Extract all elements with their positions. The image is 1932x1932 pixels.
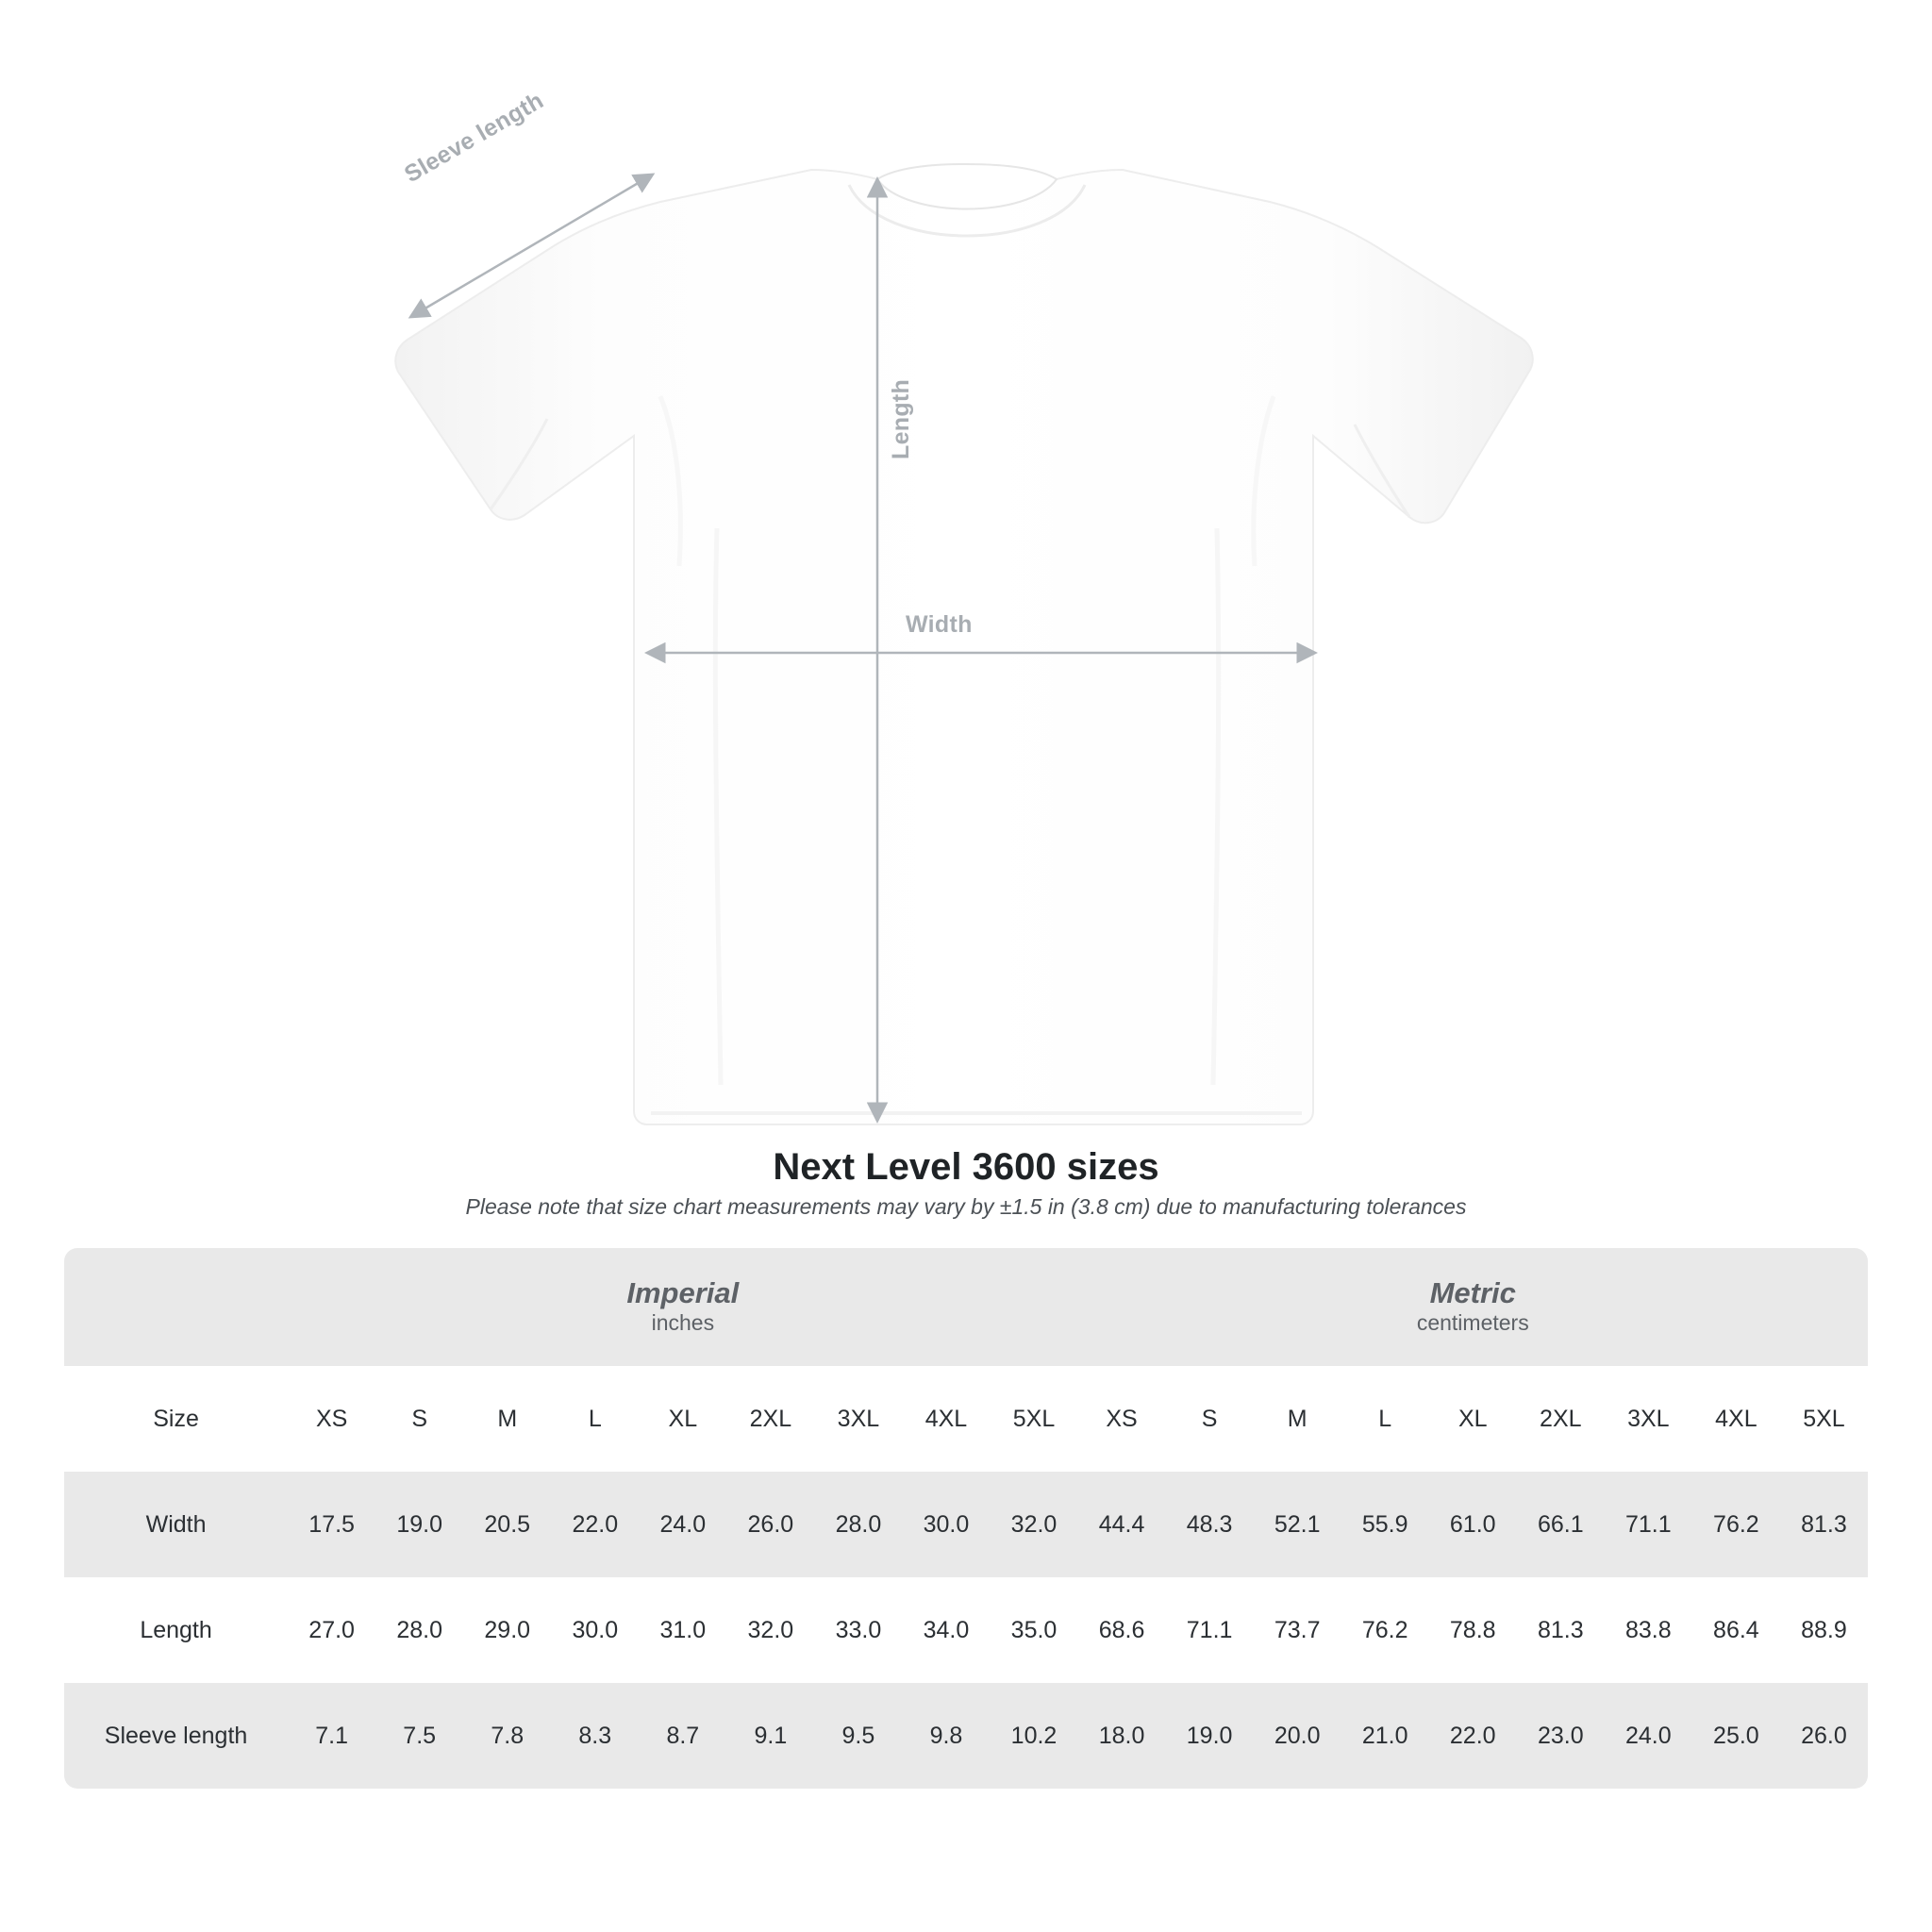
size-header-label: Size: [64, 1366, 288, 1472]
table-row: [64, 1472, 1868, 1577]
tshirt-shape: [395, 164, 1533, 1124]
sleeve-length-label: Sleeve length: [400, 87, 548, 189]
cell-sleeve-metric-l: 21.0: [1341, 1683, 1429, 1789]
table-row: [64, 1577, 1868, 1683]
cell-width-metric-5xl: 81.3: [1780, 1472, 1868, 1577]
size-header-metric-4xl: 4XL: [1692, 1366, 1780, 1472]
cell-length-imperial-m: 29.0: [463, 1577, 551, 1683]
cell-length-metric-s: 71.1: [1166, 1577, 1254, 1683]
cell-width-imperial-5xl: 32.0: [990, 1472, 1077, 1577]
cell-sleeve-metric-4xl: 25.0: [1692, 1683, 1780, 1789]
row-label-sleeve-length: Sleeve length: [64, 1683, 288, 1789]
cell-length-metric-l: 76.2: [1341, 1577, 1429, 1683]
size-table: [64, 1248, 1868, 1789]
cell-width-imperial-2xl: 26.0: [726, 1472, 814, 1577]
table-row: [64, 1683, 1868, 1789]
cell-length-imperial-2xl: 32.0: [726, 1577, 814, 1683]
size-header-metric-2xl: 2XL: [1517, 1366, 1605, 1472]
cell-width-imperial-3xl: 28.0: [814, 1472, 902, 1577]
cell-width-metric-3xl: 71.1: [1605, 1472, 1692, 1577]
size-header-imperial-2xl: 2XL: [726, 1366, 814, 1472]
cell-length-imperial-l: 30.0: [551, 1577, 639, 1683]
cell-sleeve-imperial-xs: 7.1: [288, 1683, 375, 1789]
cell-sleeve-metric-5xl: 26.0: [1780, 1683, 1868, 1789]
cell-width-metric-m: 52.1: [1254, 1472, 1341, 1577]
cell-sleeve-imperial-xl: 8.7: [639, 1683, 726, 1789]
cell-width-metric-l: 55.9: [1341, 1472, 1429, 1577]
size-header-imperial-4xl: 4XL: [902, 1366, 990, 1472]
size-header-metric-xs: XS: [1078, 1366, 1166, 1472]
cell-sleeve-imperial-4xl: 9.8: [902, 1683, 990, 1789]
cell-sleeve-metric-s: 19.0: [1166, 1683, 1254, 1789]
page-title: Next Level 3600 sizes: [773, 1146, 1159, 1188]
size-header-row: [64, 1366, 1868, 1472]
cell-length-metric-xs: 68.6: [1078, 1577, 1166, 1683]
unit-header-row: [64, 1248, 1868, 1366]
size-header-imperial-l: L: [551, 1366, 639, 1472]
cell-length-metric-3xl: 83.8: [1605, 1577, 1692, 1683]
cell-sleeve-imperial-l: 8.3: [551, 1683, 639, 1789]
cell-sleeve-metric-xl: 22.0: [1429, 1683, 1517, 1789]
cell-sleeve-imperial-3xl: 9.5: [814, 1683, 902, 1789]
size-header-metric-l: L: [1341, 1366, 1429, 1472]
cell-sleeve-metric-xs: 18.0: [1078, 1683, 1166, 1789]
cell-length-imperial-5xl: 35.0: [990, 1577, 1077, 1683]
cell-width-metric-4xl: 76.2: [1692, 1472, 1780, 1577]
size-header-imperial-3xl: 3XL: [814, 1366, 902, 1472]
cell-width-metric-2xl: 66.1: [1517, 1472, 1605, 1577]
unit-header-metric: [1078, 1248, 1868, 1366]
row-label-width: Width: [64, 1472, 288, 1577]
size-header-metric-m: M: [1254, 1366, 1341, 1472]
length-label: Length: [888, 378, 914, 459]
cell-width-imperial-4xl: 30.0: [902, 1472, 990, 1577]
size-header-metric-xl: XL: [1429, 1366, 1517, 1472]
cell-length-imperial-s: 28.0: [375, 1577, 463, 1683]
unit-header-empty: [64, 1248, 288, 1366]
cell-sleeve-imperial-5xl: 10.2: [990, 1683, 1077, 1789]
size-header-imperial-xl: XL: [639, 1366, 726, 1472]
imperial-sub: inches: [651, 1310, 715, 1336]
cell-width-imperial-m: 20.5: [463, 1472, 551, 1577]
cell-length-imperial-4xl: 34.0: [902, 1577, 990, 1683]
cell-width-metric-xl: 61.0: [1429, 1472, 1517, 1577]
cell-width-imperial-xl: 24.0: [639, 1472, 726, 1577]
row-label-length: Length: [64, 1577, 288, 1683]
size-header-metric-s: S: [1166, 1366, 1254, 1472]
cell-sleeve-metric-2xl: 23.0: [1517, 1683, 1605, 1789]
cell-sleeve-imperial-s: 7.5: [375, 1683, 463, 1789]
cell-length-metric-2xl: 81.3: [1517, 1577, 1605, 1683]
cell-sleeve-imperial-2xl: 9.1: [726, 1683, 814, 1789]
tolerance-note: Please note that size chart measurements may vary by ±1.5 in (3.8 cm) due to manufacturing tolerances: [465, 1194, 1467, 1219]
size-header-metric-3xl: 3XL: [1605, 1366, 1692, 1472]
cell-length-imperial-xl: 31.0: [639, 1577, 726, 1683]
imperial-name: Imperial: [626, 1275, 740, 1309]
cell-sleeve-imperial-m: 7.8: [463, 1683, 551, 1789]
size-header-imperial-m: M: [463, 1366, 551, 1472]
cell-length-metric-xl: 78.8: [1429, 1577, 1517, 1683]
size-header-imperial-5xl: 5XL: [990, 1366, 1077, 1472]
size-table-container: [0, 1248, 1932, 1789]
cell-length-imperial-3xl: 33.0: [814, 1577, 902, 1683]
size-header-imperial-s: S: [375, 1366, 463, 1472]
cell-width-imperial-xs: 17.5: [288, 1472, 375, 1577]
cell-width-imperial-s: 19.0: [375, 1472, 463, 1577]
cell-width-imperial-l: 22.0: [551, 1472, 639, 1577]
cell-length-metric-5xl: 88.9: [1780, 1577, 1868, 1683]
cell-length-metric-4xl: 86.4: [1692, 1577, 1780, 1683]
cell-width-metric-s: 48.3: [1166, 1472, 1254, 1577]
unit-header-imperial: [288, 1248, 1077, 1366]
metric-name: Metric: [1429, 1275, 1516, 1309]
size-header-imperial-xs: XS: [288, 1366, 375, 1472]
cell-sleeve-metric-3xl: 24.0: [1605, 1683, 1692, 1789]
width-label: Width: [906, 611, 973, 638]
size-header-metric-5xl: 5XL: [1780, 1366, 1868, 1472]
cell-sleeve-metric-m: 20.0: [1254, 1683, 1341, 1789]
cell-length-metric-m: 73.7: [1254, 1577, 1341, 1683]
cell-length-imperial-xs: 27.0: [288, 1577, 375, 1683]
metric-sub: centimeters: [1416, 1310, 1529, 1336]
cell-width-metric-xs: 44.4: [1078, 1472, 1166, 1577]
